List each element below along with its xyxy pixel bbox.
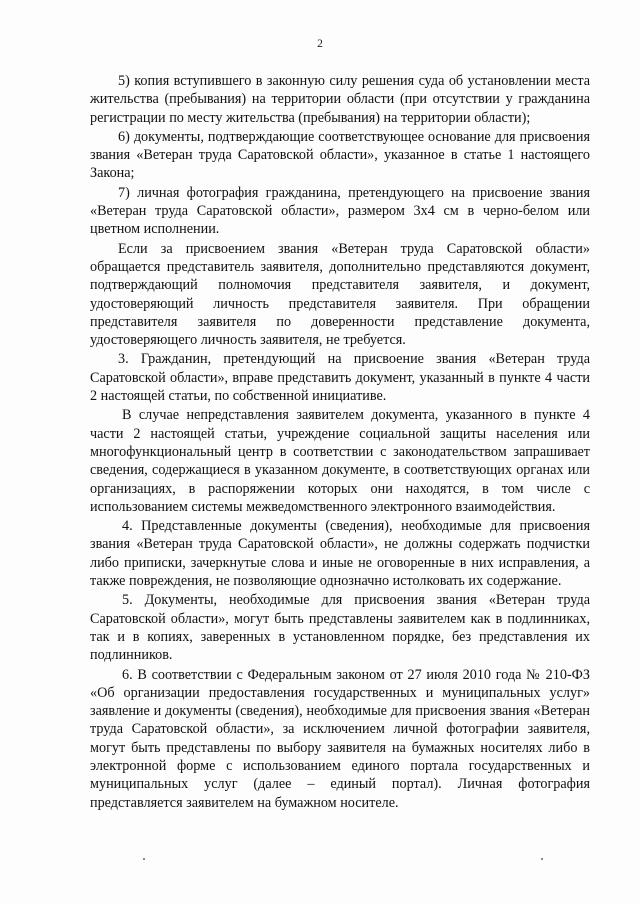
paragraph-item-7: 7) личная фотография гражданина, претендующего на присвоение звания «Ветеран труда Саратовской области», размером 3х4 см в черно-белом или цветном исполнении. [90, 184, 590, 238]
paragraph-representative: Если за присвоением звания «Ветеран труда Саратовской области» обращается представитель заявителя, дополнительно представляются документ, подтверждающий полномочия представителя заявителя, и документ, удостоверяющий личность представителя заявителя. При обращении представителя заявителя по доверенности представление документа, удостоверяющего личность заявителя, не требуется. [90, 240, 590, 349]
paragraph-clause-4: 4. Представленные документы (сведения), необходимые для присвоения звания «Ветеран труда Саратовской области», не должны содержать подчистки либо приписки, зачеркнутые слова и иные не оговоренные в них исправления, а также повреждения, не позволяющие однозначно истолковать их содержание. [90, 518, 590, 590]
paragraph-clause-6: 6. В соответствии с Федеральным законом от 27 июля 2010 года № 210-ФЗ «Об организации предоставления государственных и муниципальных услуг» заявление и документы (сведения), необходимые для присвоения звания «Ветеран труда Саратовской области», за исключением личной фотографии заявителя, могут быть представлены по выбору заявителя на бумажных носителях либо в электронной форме с использованием единого портала государственных и муниципальных услуг (далее – единый портал). Личная фотография представляется заявителем на бумажном носителе. [90, 666, 590, 811]
paragraph-item-6: 6) документы, подтверждающие соответствующее основание для присвоения звания «Ветеран труда Саратовской области», указанное в статье 1 настоящего Закона; [90, 128, 590, 182]
paragraph-non-submission: В случае непредставления заявителем документа, указанного в пункте 4 части 2 настоящей статьи, учреждение социальной защиты населения или многофункциональный центр в соответствии с законодательством запрашивает сведения, содержащиеся в указанном документе, в соответствующих органах или организациях, в распоряжении которых они находятся, в том числе с использованием системы межведомственного электронного взаимодействия. [90, 407, 590, 515]
scan-speck [143, 858, 145, 860]
paragraph-clause-5: 5. Документы, необходимые для присвоения звания «Ветеран труда Саратовской области», могут быть представлены заявителем как в подлинниках, так и в копиях, заверенных в установленном порядке, без представления их подлинников. [90, 592, 590, 664]
paragraph-clause-3: 3. Гражданин, претендующий на присвоение звания «Ветеран труда Саратовской области», вправе представить документ, указанный в пункте 4 части 2 настоящей статьи, по собственной инициативе. [90, 351, 590, 405]
page-number: 2 [317, 38, 323, 50]
paragraph-item-5: 5) копия вступившего в законную силу решения суда об установлении места жительства (пребывания) на территории области (при отсутствии у гражданина регистрации по месту жительства (пребывания) на территории области); [90, 73, 590, 126]
document-body [90, 72, 590, 812]
scan-speck [541, 858, 543, 860]
